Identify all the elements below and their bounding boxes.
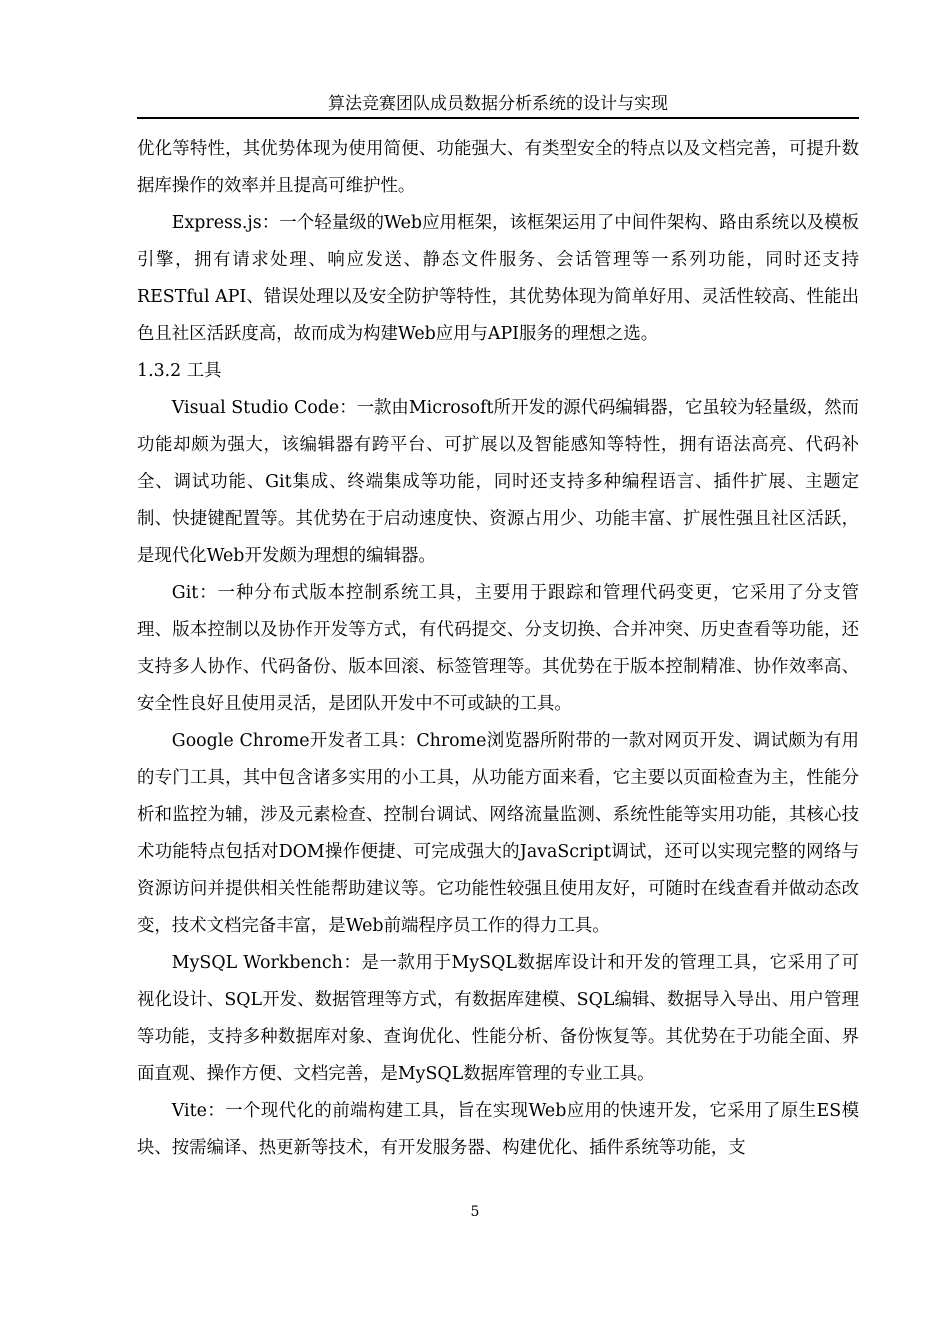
paragraph-git: Git：一种分布式版本控制系统工具，主要用于跟踪和管理代码变更，它采用了分支管理、版本控制以及协作开发等方式，有代码提交、分支切换、合并冲突、历史查看等功能，还支持多人协作、代码备份、版本回滚、标签管理等。其优势在于版本控制精准、协作效率高、安全性良好且使用灵活，是团队开发中不可或缺的工具。 bbox=[137, 583, 859, 714]
paragraph-chrome: Google Chrome开发者工具：Chrome浏览器所附带的一款对网页开发、调试颇为有用的专门工具，其中包含诸多实用的小工具，从功能方面来看，它主要以页面检查为主，性能分析和监控为辅，涉及元素检查、控制台调试、网络流量监测、系统性能等实用功能，其核心技术功能特点包括对DOM操作便捷、可完成强大的JavaScript调试，还可以实现完整的网络与资源访问并提供相关性能帮助建议等。它功能性较强且使用友好，可随时在线查看并做动态改变，技术文档完备丰富，是Web前端程序员工作的得力工具。 bbox=[137, 731, 859, 936]
paragraph-vite: Vite：一个现代化的前端构建工具，旨在实现Web应用的快速开发，它采用了原生ES模块、按需编译、热更新等技术，有开发服务器、构建优化、插件系统等功能，支 bbox=[137, 1101, 859, 1158]
page-number: 5 bbox=[470, 1204, 480, 1220]
paragraph-express: Express.js：一个轻量级的Web应用框架，该框架运用了中间件架构、路由系统以及模板引擎，拥有请求处理、响应发送、静态文件服务、会话管理等一系列功能，同时还支持RESTful API、错误处理以及安全防护等特性，其优势体现为简单好用、灵活性较高、性能出色且社区活跃度高，故而成为构建Web应用与API服务的理想之选。 bbox=[137, 213, 859, 344]
paragraph-mysql: MySQL Workbench：是一款用于MySQL数据库设计和开发的管理工具，它采用了可视化设计、SQL开发、数据管理等方式，有数据库建模、SQL编辑、数据导入导出、用户管理等功能，支持多种数据库对象、查询优化、性能分析、备份恢复等。其优势在于功能全面、界面直观、操作方便、文档完善，是MySQL数据库管理的专业工具。 bbox=[137, 953, 859, 1084]
paragraph-continued: 优化等特性，其优势体现为使用简便、功能强大、有类型安全的特点以及文档完善，可提升数据库操作的效率并且提高可维护性。 bbox=[137, 139, 859, 196]
header-title: 算法竞赛团队成员数据分析系统的设计与实现 bbox=[328, 94, 668, 114]
page-header bbox=[137, 91, 859, 119]
paragraph-vscode: Visual Studio Code：一款由Microsoft所开发的源代码编辑器，它虽较为轻量级，然而功能却颇为强大，该编辑器有跨平台、可扩展以及智能感知等特性，拥有语法高亮、代码补全、调试功能、Git集成、终端集成等功能，同时还支持多种编程语言、插件扩展、主题定制、快捷键配置等。其优势在于启动速度快、资源占用少、功能丰富、扩展性强且社区活跃，是现代化Web开发颇为理想的编辑器。 bbox=[137, 398, 859, 566]
section-heading: 1.3.2 工具 bbox=[137, 361, 222, 381]
document-body bbox=[137, 131, 859, 1167]
